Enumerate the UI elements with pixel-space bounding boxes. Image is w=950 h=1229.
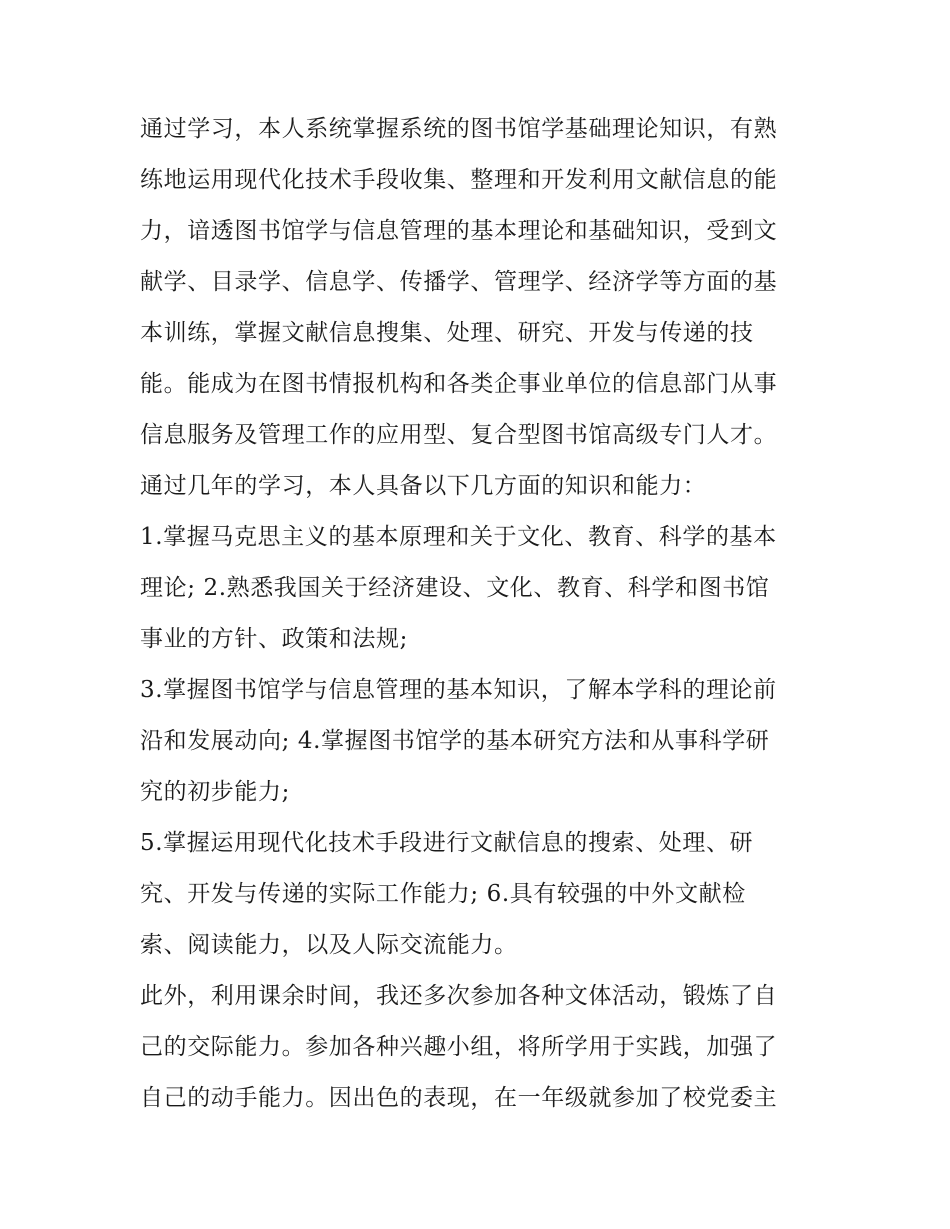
text-line: 信息服务及管理工作的应用型、复合型图书馆高级专门人才。 [140,422,778,448]
text-line: 通过几年的学习，本人具备以下几方面的知识和能力： [140,473,707,499]
text-line: 5.掌握运用现代化技术手段进行文献信息的搜索、处理、研 [140,830,754,856]
text-line: 理论; 2.熟悉我国关于经济建设、文化、教育、科学和图书馆 [140,575,770,601]
text-line: 索、阅读能力，以及人际交流能力。 [140,932,518,958]
text-line: 究、开发与传递的实际工作能力; 6.具有较强的中外文献检 [140,881,746,907]
body-text [140,104,830,1124]
text-line: 己的交际能力。参加各种兴趣小组，将所学用于实践，加强了 [140,1034,778,1060]
text-line: 事业的方针、政策和法规; [140,626,408,652]
text-line: 此外，利用课余时间，我还多次参加各种文体活动，锻炼了自 [140,983,778,1009]
text-line: 自己的动手能力。因出色的表现，在一年级就参加了校党委主 [140,1085,778,1111]
text-line: 能。能成为在图书情报机构和各类企事业单位的信息部门从事 [140,371,778,397]
text-line: 究的初步能力; [140,779,290,805]
text-line: 献学、目录学、信息学、传播学、管理学、经济学等方面的基 [140,269,778,295]
text-line: 通过学习，本人系统掌握系统的图书馆学基础理论知识，有熟 [140,116,778,142]
text-line: 练地运用现代化技术手段收集、整理和开发利用文献信息的能 [140,167,778,193]
text-line: 本训练，掌握文献信息搜集、处理、研究、开发与传递的技 [140,320,754,346]
text-line: 3.掌握图书馆学与信息管理的基本知识，了解本学科的理论前 [140,677,777,703]
text-line: 1.掌握马克思主义的基本原理和关于文化、教育、科学的基本 [140,524,777,550]
text-line: 沿和发展动向; 4.掌握图书馆学的基本研究方法和从事科学研 [140,728,770,754]
text-line: 力，谙透图书馆学与信息管理的基本理论和基础知识，受到文 [140,218,778,244]
